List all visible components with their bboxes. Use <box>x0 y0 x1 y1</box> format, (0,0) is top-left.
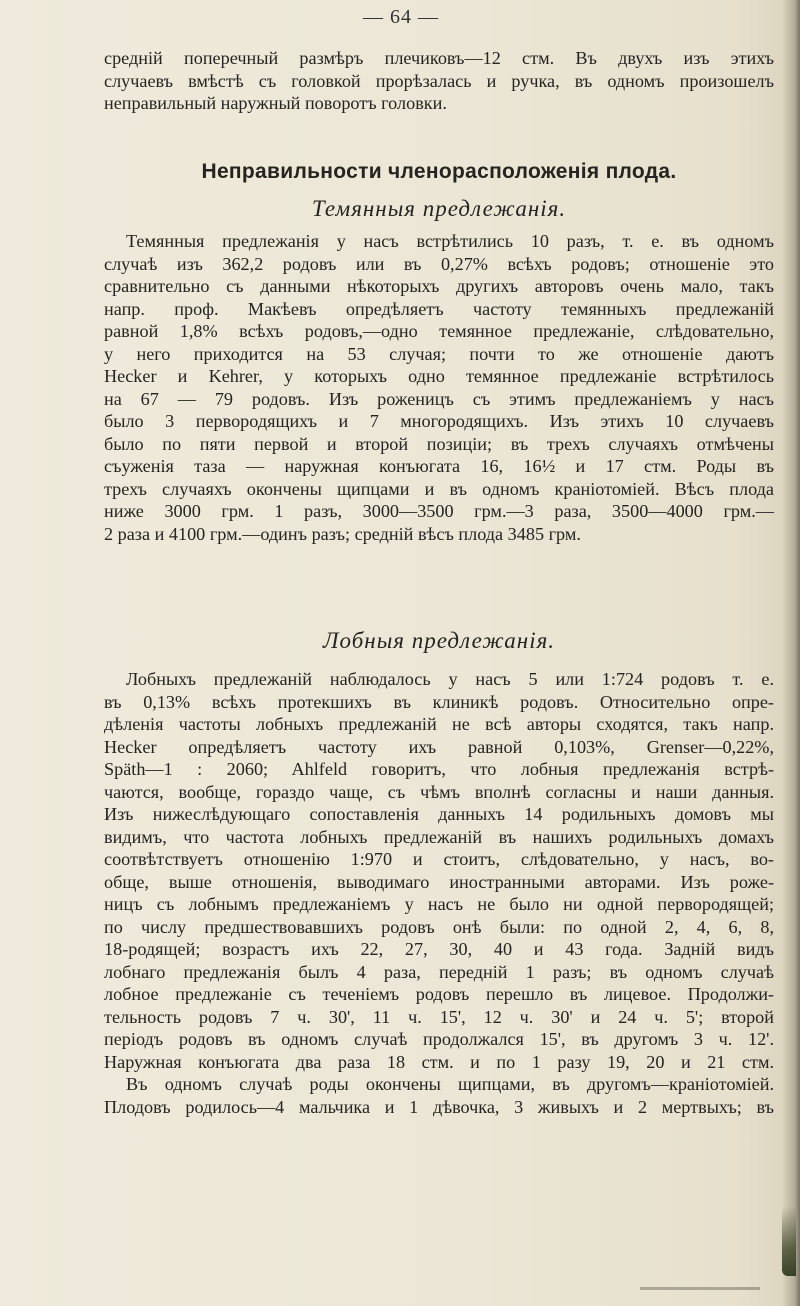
text-line: Темянныя предлежанія у насъ встрѣтились 10 разъ, т. е. въ одномъ <box>126 231 774 251</box>
subsection-title-vertex: Темянныя предлежанія. <box>311 196 567 221</box>
subsection-title-brow: Лобныя предлежанія. <box>322 628 556 653</box>
text-line: Плодовъ родилось—4 мальчика и 1 дѣвочка, 3 живыхъ и 2 мертвыхъ; въ <box>104 1096 774 1117</box>
text-line: трехъ случаяхъ окончены щипцами и въ одномъ краніотоміей. Вѣсъ плода <box>104 478 774 499</box>
page-edge-shadow <box>782 0 800 1306</box>
paragraph-vertex-presentations <box>104 230 774 545</box>
section-title: Неправильности членорасположенія плода. <box>201 160 677 183</box>
text-line: соотвѣтствуетъ отношенію 1:970 и стоитъ, слѣдовательно, у насъ, во- <box>104 849 774 869</box>
text-line: у него приходится на 53 случая; почти то же отношеніе даютъ <box>104 343 774 364</box>
text-line: неправильный наружный поворотъ головки. <box>104 93 447 113</box>
text-line: лобное предлежаніе съ теченіемъ родовъ перешло въ лицевое. Продолжи- <box>104 984 774 1004</box>
text-line: Лобныхъ предлежаній наблюдалось у насъ 5 или 1:724 родовъ т. е. <box>126 669 774 689</box>
text-line: равной 1,8% всѣхъ родовъ,—одно темянное предлежаніе, слѣдовательно, <box>104 321 774 341</box>
page-corner-stain <box>782 1206 796 1276</box>
text-line: было 3 первородящихъ и 7 многородящихъ. Изъ этихъ 10 случаевъ <box>104 411 774 431</box>
text-line: съуженія таза — наружная конъюгата 16, 16½ и 17 стм. Роды въ <box>104 456 774 476</box>
text-line: Hecker опредѣляетъ частоту ихъ равной 0,103%, Grenser—0,22%, <box>104 736 774 757</box>
text-line: средній поперечный размѣръ плечиковъ—12 стм. Въ двухъ изъ этихъ <box>104 48 774 68</box>
intro-paragraph <box>104 47 774 115</box>
text-line: въ 0,13% всѣхъ протекшихъ въ клиникѣ родовъ. Относительно опре- <box>104 691 774 712</box>
text-line: Изъ нижеслѣдующаго сопоставленія данныхъ 14 родильныхъ домовъ мы <box>104 804 774 824</box>
text-line: 18-родящей; возрастъ ихъ 22, 27, 30, 40 и 43 года. Задній видъ <box>104 939 774 959</box>
text-line: сравнительно съ данными нѣкоторыхъ другихъ авторовъ очень мало, такъ <box>104 276 774 296</box>
text-line: дѣленія частоты лобныхъ предлежаній не всѣ авторы сходятся, такъ напр. <box>104 714 774 734</box>
text-line: Späth—1 : 2060; Ahlfeld говоритъ, что лобныя предлежанія встрѣ- <box>104 759 774 779</box>
text-line: напр. проф. Макѣевъ опредѣляетъ частоту темянныхъ предлежаній <box>104 298 774 319</box>
text-line: по числу предшествовавшихъ родовъ онѣ были: по одной 2, 4, 6, 8, <box>104 916 774 937</box>
text-line: на 67 — 79 родовъ. Изъ роженицъ съ этимъ предлежаніемъ у насъ <box>104 388 774 409</box>
text-line: ницъ съ лобнымъ предлежаніемъ у насъ не было ни одной первородящей; <box>104 894 774 914</box>
bottom-shadow-rule <box>640 1287 760 1290</box>
text-line: Въ одномъ случаѣ роды окончены щипцами, въ другомъ—краніотоміей. <box>126 1074 774 1094</box>
text-line: Наружная конъюгата два раза 18 стм. и по 1 разу 19, 20 и 21 стм. <box>104 1051 774 1072</box>
text-line: чаются, вообще, гораздо чаще, съ чѣмъ вполнѣ согласны и наши данныя. <box>104 781 774 802</box>
text-line: видимъ, что частота лобныхъ предлежаній въ нашихъ родильныхъ домахъ <box>104 826 774 847</box>
text-line: періодъ родовъ въ одномъ случаѣ продолжался 15', въ другомъ 3 ч. 12'. <box>104 1029 774 1049</box>
text-line: лобнаго предлежанія былъ 4 раза, передній 1 разъ; въ одномъ случаѣ <box>104 961 774 982</box>
text-line: ниже 3000 грм. 1 разъ, 3000—3500 грм.—3 раза, 3500—4000 грм.— <box>104 501 774 521</box>
text-line: случаѣ изъ 362,2 родовъ или въ 0,27% всѣхъ родовъ; отношеніе это <box>104 253 774 274</box>
page-number: — 64 — <box>363 6 439 28</box>
text-line: тельность родовъ 7 ч. 30', 11 ч. 15', 12 ч. 30' и 24 ч. 5'; второй <box>104 1006 774 1027</box>
text-line: обще, выше отношенія, выводимаго иностранными авторами. Изъ роже- <box>104 871 774 892</box>
text-line: Hecker и Kehrer, у которыхъ одно темянное предлежаніе встрѣтилось <box>104 366 774 386</box>
text-line: 2 раза и 4100 грм.—одинъ разъ; средній вѣсъ плода 3485 грм. <box>104 523 581 544</box>
text-line: случаевъ вмѣстѣ съ головкой прорѣзалась и ручка, въ одномъ произошелъ <box>104 70 774 91</box>
text-line: было по пяти первой и второй позиціи; въ трехъ случаяхъ отмѣчены <box>104 433 774 454</box>
paragraph-brow-presentations <box>104 668 774 1118</box>
